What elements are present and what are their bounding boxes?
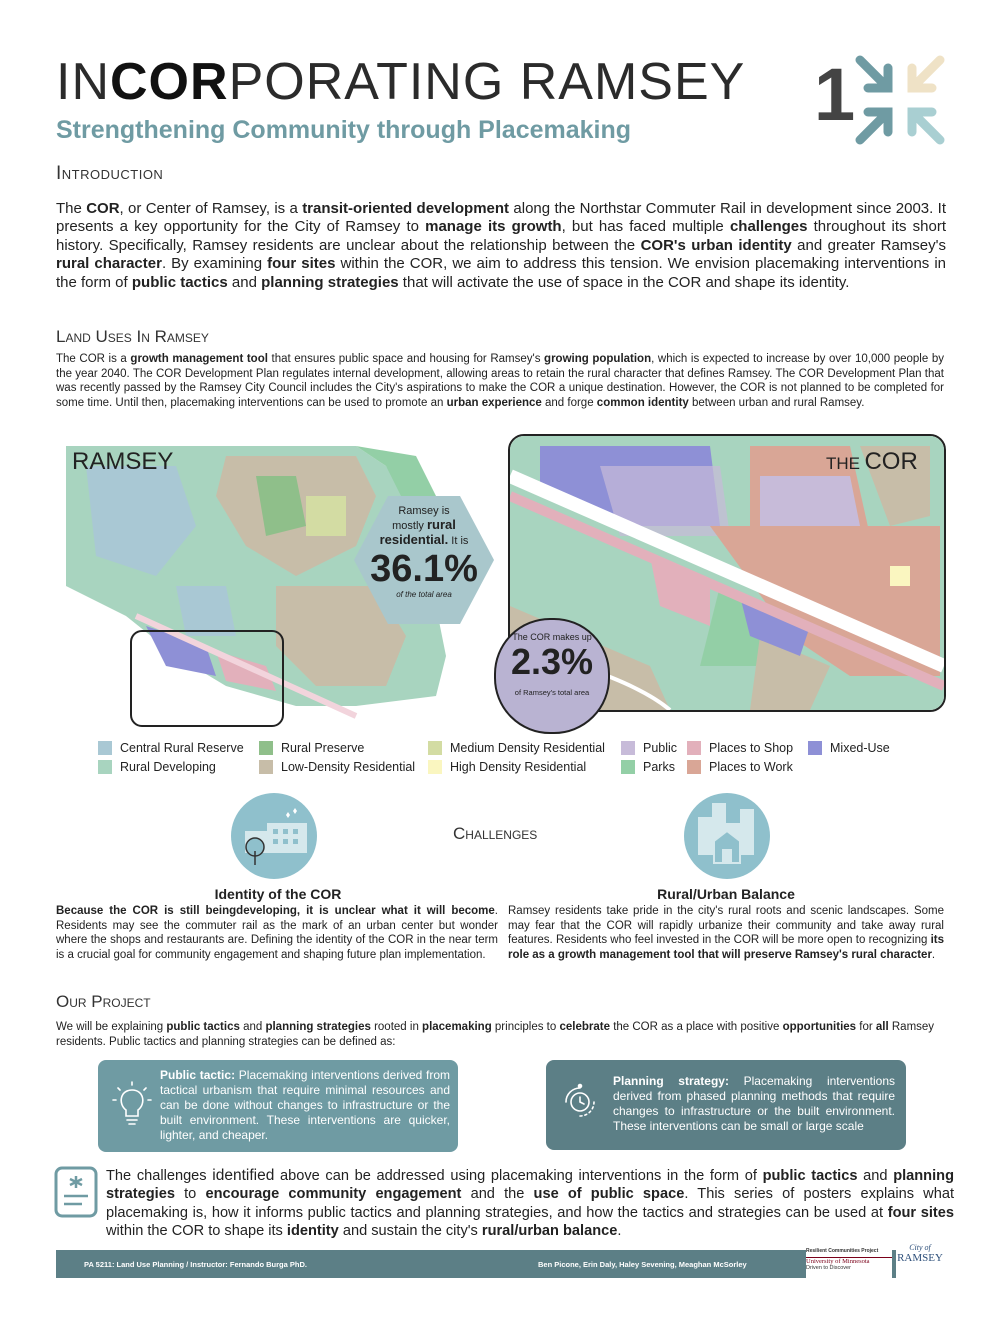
- legend-item: High Density Residential: [428, 760, 586, 774]
- footer-authors: Ben Picone, Erin Daly, Haley Sevening, Meaghan McSorley: [538, 1260, 747, 1269]
- land-uses-heading: Land Uses In Ramsey: [56, 327, 209, 346]
- legend-item: Low-Density Residential: [259, 760, 415, 774]
- legend-swatch: [621, 760, 635, 774]
- planning-strategy-definition: Planning strategy: Placemaking interventions derived from phased planning methods that require changes to infrastructure or the built environment. These interventions can be small or large scale: [613, 1074, 895, 1133]
- lightbulb-icon: [112, 1080, 152, 1126]
- identity-title: Identity of the COR: [214, 886, 342, 902]
- poster-title: INCORPORATING RAMSEY: [56, 53, 746, 111]
- legend-swatch: [808, 741, 822, 755]
- land-uses-paragraph: The COR is a growth management tool that ensures public space and housing for Ramsey's growing population, which is expected to increase by over 10,000 people by the year 2040. The COR Development Plan regulates internal development, allowing areas to retain the rural character that defines Ramsey. The COR Development Plan that was recently passed by the Ramsey City Council includes the City's aspirations to make the COR a unique destination. However, the COR is not planned to be completed for some time. Until then, placemaking interventions can be used to promote an urban experience and forge common identity between urban and rural Ramsey.: [56, 353, 944, 409]
- legend-item: Rural Developing: [98, 760, 216, 774]
- conclusion-paragraph: The challenges identified above can be addressed using placemaking interventions in the form of public tactics and planning strategies to encourage community engagement and the use of public space. This series of posters explains what placemaking is, how it informs public tactics and planning strategies, and how the tactics and strategies can be used at four sites within the COR to shape its identity and sustain the city's rural/urban balance.: [106, 1167, 955, 1240]
- city-identity-icon: [231, 793, 317, 879]
- document-note-icon: [54, 1166, 98, 1218]
- city-of-ramsey-logo: City of RAMSEY: [896, 1243, 944, 1279]
- legend-swatch: [428, 741, 442, 755]
- rural-urban-icon: [684, 793, 770, 879]
- legend-item: Places to Shop: [687, 741, 793, 755]
- legend-swatch: [98, 760, 112, 774]
- legend-item: Medium Density Residential: [428, 741, 605, 755]
- stat2-value: 2.3%: [510, 641, 594, 682]
- stat2-text: The COR makes up 2.3% of Ramsey's total area: [494, 632, 610, 697]
- balance-title: Rural/Urban Balance: [657, 886, 795, 902]
- converging-arrows-logo: [852, 52, 948, 148]
- project-heading: Our Project: [56, 992, 151, 1011]
- poster-subtitle: Strengthening Community through Placemaking: [56, 116, 632, 144]
- cor-map-label: THE COR: [826, 448, 918, 475]
- legend-item: Places to Work: [687, 760, 793, 774]
- stat1-value: 36.1%: [370, 548, 478, 590]
- legend-swatch: [98, 741, 112, 755]
- poster-number: 1: [814, 53, 856, 136]
- public-tactic-box: [98, 1060, 458, 1152]
- intro-paragraph: The COR, or Center of Ramsey, is a transit-oriented development along the Northstar Commuter Rail in development since 2003. It presents a key opportunity for the City of Ramsey to manage its growth, but has faced multiple challenges throughout its short history. Specifically, Ramsey residents are unclear about the relationship between the COR's urban identity and greater Ramsey's rural character. By examining four sites within the COR, we aim to address this tension. We envision placemaking interventions in the form of public tactics and planning strategies that will activate the use of space in the COR and shape its identity.: [56, 200, 946, 291]
- legend-swatch: [621, 741, 635, 755]
- ramsey-map-label: RAMSEY: [72, 448, 174, 475]
- legend-item: Parks: [621, 760, 675, 774]
- legend-swatch: [428, 760, 442, 774]
- legend-item: Central Rural Reserve: [98, 741, 244, 755]
- umn-logo: Resilient Communities Project University of Minnesota Driven to Discover: [806, 1248, 892, 1280]
- clock-icon: [562, 1080, 598, 1120]
- identity-paragraph: Because the COR is still beingdeveloping, it is unclear what it will become. Residents may see the commuter rail as the mark of an urban center but wonder where the shops and restaurants are. Defining the identity of the COR in the near term is a crucial goal for community engagement and shaping future plan implementation.: [56, 905, 498, 961]
- balance-paragraph: Ramsey residents take pride in the city's rural roots and scenic landscapes. Some may fear that the COR will rapidly urbanize their community and take away rural features. Residents who feel invested in the COR will be more open to recognizing its role as a growth management tool that will preserve Ramsey's rural character.: [508, 905, 944, 961]
- legend-swatch: [687, 760, 701, 774]
- legend-swatch: [687, 741, 701, 755]
- legend-item: Public: [621, 741, 677, 755]
- challenges-heading: Challenges: [453, 824, 538, 843]
- cor-locator-box: [130, 630, 284, 727]
- intro-heading: Introduction: [56, 163, 164, 184]
- project-paragraph: We will be explaining public tactics and planning strategies rooted in placemaking principles to celebrate the COR as a place with positive opportunities for all Ramsey residents. Public tactics and planning strategies can be defined as:: [56, 1021, 935, 1048]
- stat1-text: Ramsey is mostly rural residential. It is 36.1% of the total area: [352, 504, 496, 600]
- legend-item: Rural Preserve: [259, 741, 364, 755]
- public-tactic-definition: Public tactic: Placemaking interventions derived from tactical urbanism that require minimal resources and can be done without changes to infrastructure or the built environment. These interventions are quicker, lighter, and cheaper.: [160, 1068, 450, 1142]
- planning-strategy-box: [546, 1060, 906, 1150]
- footer-course: PA 5211: Land Use Planning / Instructor: Fernando Burga PhD.: [84, 1260, 307, 1269]
- legend-item: Mixed-Use: [808, 741, 890, 755]
- legend-swatch: [259, 760, 273, 774]
- legend-swatch: [259, 741, 273, 755]
